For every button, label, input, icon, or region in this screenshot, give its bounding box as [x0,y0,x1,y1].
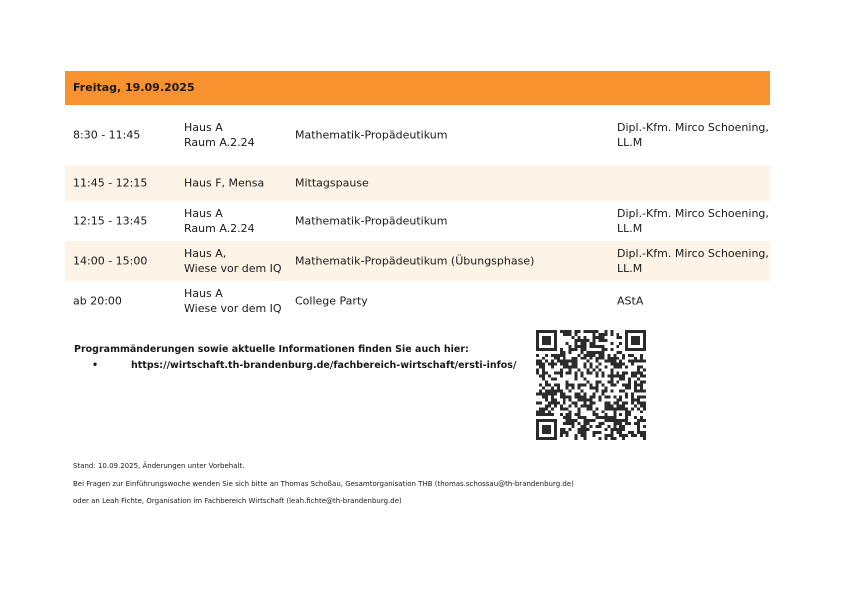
row-place-line: Raum A.2.24 [184,222,255,235]
row-place-line: Wiese vor dem IQ [184,262,282,275]
info-link-item [74,358,516,373]
info-section [74,342,516,373]
row-time: 8:30 - 11:45 [73,128,141,142]
row-person-line: Dipl.-Kfm. Mirco Schoening, [617,207,769,220]
row-place-line: Haus A, [184,247,227,260]
row-place-line: Haus A [184,121,223,134]
footer-line: Bei Fragen zur Einführungswoche wenden Sie sich bitte an Thomas Schoßau, Gesamtorganisation THB (thomas.schossau@th-brandenburg.de) [73,479,574,488]
table-row [65,165,770,201]
row-person: AStA [617,294,644,308]
row-person [617,206,769,236]
table-row [65,201,770,241]
row-person-line: Dipl.-Kfm. Mirco Schoening, [617,121,769,134]
day-header: Freitag, 19.09.2025 [65,71,770,105]
row-place-line: Wiese vor dem IQ [184,302,282,315]
row-topic: Mathematik-Propädeutikum [295,128,448,142]
footer-line: oder an Leah Fichte, Organisation im Fachbereich Wirtschaft (leah.fichte@th-brandenburg.de) [73,497,402,505]
row-place-line: Raum A.2.24 [184,136,255,149]
bullet-icon: • [92,360,99,371]
row-place [184,286,282,316]
row-place [184,206,255,236]
row-place-line: Haus A [184,287,223,300]
footer-line: Stand: 10.09.2025, Änderungen unter Vorbehalt. [73,462,245,470]
table-row [65,105,770,165]
qr-code-icon [536,329,646,441]
row-person-line: LL.M [617,222,643,235]
row-person-line: Dipl.-Kfm. Mirco Schoening, [617,247,769,260]
footer-notes [73,458,574,511]
row-topic: Mittagspause [295,176,369,190]
row-time: 12:15 - 13:45 [73,214,148,228]
info-link[interactable]: https://wirtschaft.th-brandenburg.de/fachbereich-wirtschaft/ersti-infos/ [131,360,517,371]
info-heading: Programmänderungen sowie aktuelle Informationen finden Sie auch hier: [74,344,469,355]
table-row [65,281,770,321]
row-place [184,120,255,150]
row-time: 11:45 - 12:15 [73,176,148,190]
schedule-table [65,71,770,321]
row-person-line: LL.M [617,136,643,149]
row-time: ab 20:00 [73,294,122,308]
row-place [184,246,282,276]
row-topic: College Party [295,294,368,308]
row-topic: Mathematik-Propädeutikum [295,214,448,228]
row-time: 14:00 - 15:00 [73,254,148,268]
row-person [617,246,769,276]
row-place-line: Haus A [184,207,223,220]
table-row [65,241,770,281]
row-person [617,120,769,150]
row-person-line: LL.M [617,262,643,275]
row-topic: Mathematik-Propädeutikum (Übungsphase) [295,254,535,268]
row-place: Haus F, Mensa [184,176,265,190]
